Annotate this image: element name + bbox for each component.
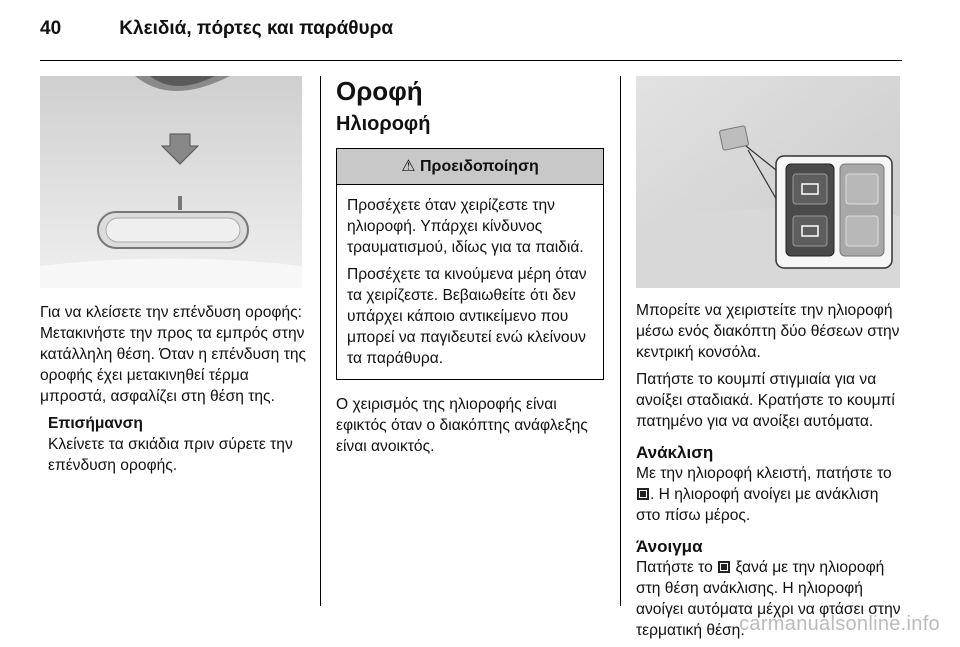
press-button-text: Πατήστε το κουμπί στιγμιαία για να ανοίξει σταδιακά. Κρατήστε το κουμπί πατημένο για να ανοίξει αυτόματα. — [636, 371, 895, 430]
column-2 — [336, 76, 604, 463]
warning-triangle-icon: ⚠ — [401, 158, 416, 175]
column-1 — [40, 302, 312, 476]
warning-paragraph-2: Προσέχετε τα κινούμενα μέρη όταν τα χειρίζεστε. Βεβαιωθείτε ότι δεν υπάρχει κάποιο αντικείμενο που μπορεί να παγιδευτεί ενώ κλείνουν τα παράθυρα. — [347, 266, 587, 367]
sunroof-switch-illustration — [636, 76, 900, 288]
warning-title: Προειδοποίηση — [419, 158, 539, 175]
tilt-switch-icon — [718, 561, 730, 573]
open-heading: Άνοιγμα — [636, 537, 703, 556]
column-divider-2 — [620, 76, 621, 606]
tilt-text-a: Με την ηλιοροφή κλειστή, πατήστε το — [636, 465, 892, 482]
section-title: Οροφή — [336, 76, 423, 106]
roof-lining-illustration — [40, 76, 302, 288]
warning-paragraph-1: Προσέχετε όταν χειρίζεστε την ηλιοροφή. Υπάρχει κίνδυνος τραυματισμού, ιδίως για τα παιδιά. — [347, 197, 584, 256]
warning-body — [337, 185, 603, 379]
page-title: Κλειδιά, πόρτες και παράθυρα — [119, 18, 394, 39]
tilt-heading: Ανάκλιση — [636, 443, 714, 462]
watermark: carmanualsonline.info — [739, 613, 940, 635]
open-text-b: ξανά με την ηλιοροφή στη θέση ανάκλισης. Η ηλιοροφή ανοίγει αυτόματα μέχρι να φτάσει στην τερματική θέση. — [636, 559, 901, 639]
tilt-switch-icon — [637, 488, 649, 500]
sunroof-switch-drawing — [636, 76, 900, 288]
open-text-a: Πατήστε το — [636, 559, 713, 576]
note-title: Επισήμανση — [48, 415, 143, 432]
column-3 — [636, 300, 906, 647]
warning-header — [337, 149, 603, 185]
note-text: Κλείνετε τα σκιάδια πριν σύρετε την επένδυση οροφής. — [48, 436, 293, 474]
tilt-text-b: . Η ηλιοροφή ανοίγει με ανάκλιση στο πίσω μέρος. — [636, 486, 879, 524]
closing-instruction-text: Για να κλείσετε την επένδυση οροφής: Μετακινήστε την προς τα εμπρός στην κατάλληλη θέση. Όταν η επένδυση της οροφής έχει μετακινηθεί τέρμα μπροστά, ασφαλίζει στη θέση της. — [40, 304, 307, 405]
tilt-paragraph — [636, 463, 906, 526]
warning-box — [336, 148, 604, 380]
switch-description-text: Μπορείτε να χειριστείτε την ηλιοροφή μέσω ενός διακόπτη δύο θέσεων στην κεντρική κονσόλα. — [636, 302, 900, 361]
page-number: 40 — [40, 18, 62, 39]
column-divider-1 — [320, 76, 321, 606]
roof-lining-drawing — [40, 76, 302, 288]
subsection-title: Ηλιοροφή — [336, 113, 431, 135]
page-header — [40, 18, 393, 40]
ignition-text: Ο χειρισμός της ηλιοροφής είναι εφικτός όταν ο διακόπτης ανάφλεξης είναι ανοικτός. — [336, 396, 588, 455]
header-rule — [40, 60, 902, 61]
note-block — [40, 413, 312, 476]
